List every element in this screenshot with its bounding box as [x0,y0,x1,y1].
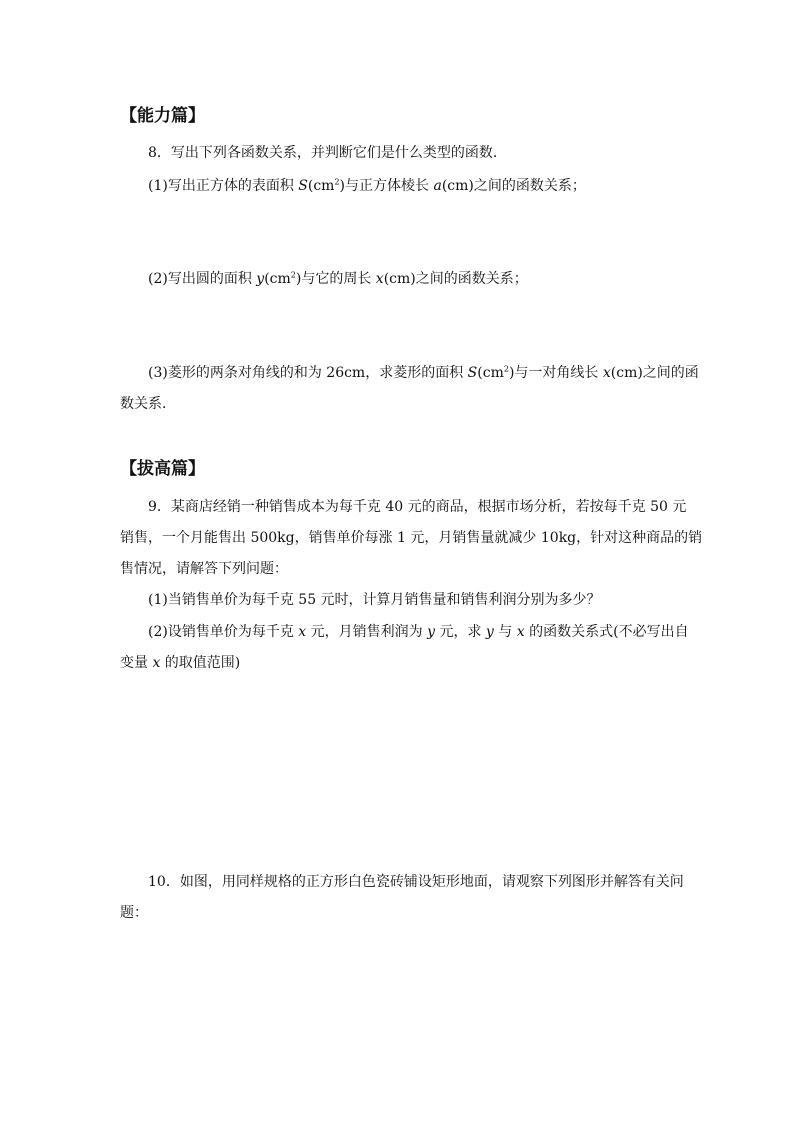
q9-line3: 售情况，请解答下列问题： [120,561,288,577]
q10-line2: 题： [120,905,148,921]
q10-line1: 10．如图，用同样规格的正方形白色瓷砖铺设矩形地面，请观察下列图形并解答有关问 [148,874,684,890]
q8-stem: 8．写出下列各函数关系，并判断它们是什么类型的函数． [148,145,507,161]
q9-part1: (1)当销售单价为每千克 55 元时，计算月销售量和销售利润分别为多少？ [148,592,601,608]
q8-part3: (3)菱形的两条对角线的和为 26cm，求菱形的面积 $S(cm^2)$与一对角线长 x(cm)之间的函 [148,364,699,381]
q8-part2: (2)写出圆的面积 $y(cm^2)$与它的周长 x(cm)之间的函数关系； [148,270,528,287]
q8-part3-line2: 数关系． [120,396,176,412]
section-title-ability: 【能力篇】 [120,106,205,126]
q9-part2: (2)设销售单价为每千克 x 元，月销售利润为 y 元，求 y 与 x 的函数关系式(不必写出自 [148,624,689,640]
q9-part2-line2: 变量 x 的取值范围) [120,655,241,671]
section-title-advanced: 【拔高篇】 [120,459,205,479]
q9-line2: 销售，一个月能售出 500kg，销售单价每涨 1 元，月销售量就减少 10kg，针对这种商品的销 [120,530,703,546]
q8-part1: (1)写出正方体的表面积 $S(cm^2)$与正方体棱长 a(cm)之间的函数关系； [148,177,586,194]
q9-line1: 9．某商店经销一种销售成本为每千克 40 元的商品，根据市场分析，若按每千克 50 元 [148,499,687,515]
